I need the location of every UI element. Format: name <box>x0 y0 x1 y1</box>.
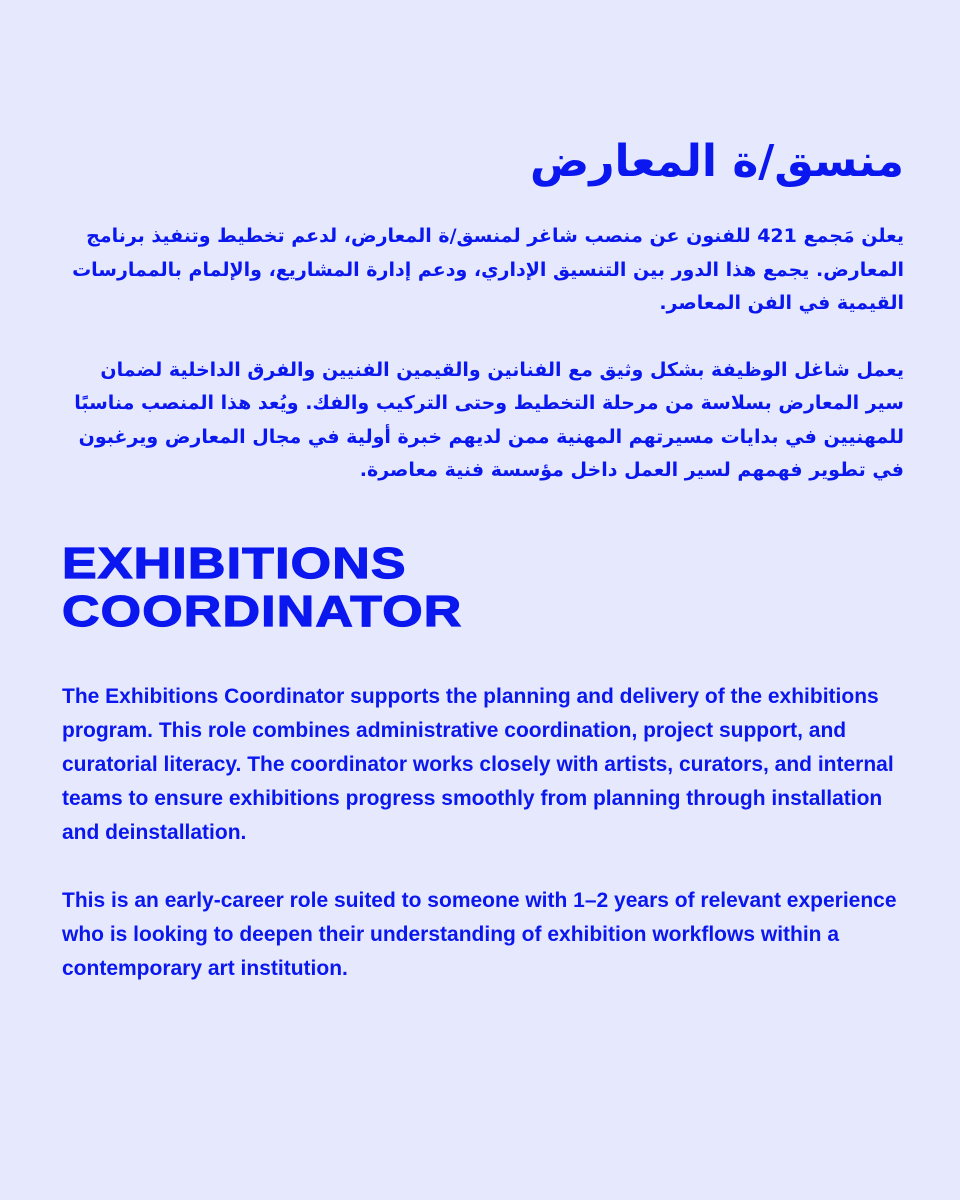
english-title-line-1: EXHIBITIONS <box>62 539 407 588</box>
arabic-paragraph-1: يعلن مَجمع 421 للفنون عن منصب شاغر لمنسق/ة المعارض، لدعم تخطيط وتنفيذ برنامج المعارض. يجمع هذا الدور بين التنسيق الإداري، ودعم إدارة المشاريع، والإلمام بالممارسات القيمية في الفن المعاصر. <box>72 225 904 314</box>
english-paragraph-1: The Exhibitions Coordinator supports the planning and delivery of the exhibitions program. This role combines administrative coordination, project support, and curatorial literacy. The coordinator works closely with artists, curators, and internal teams to ensure exhibitions progress smoothly from planning through installation and deinstallation. <box>62 685 894 844</box>
english-section <box>62 540 902 986</box>
english-title-line-2: COORDINATOR <box>62 587 463 636</box>
arabic-section <box>58 130 904 488</box>
arabic-paragraph-2: يعمل شاغل الوظيفة بشكل وثيق مع الفنانين والقيمين الفنيين والفرق الداخلية لضمان سير المعارض بسلاسة من مرحلة التخطيط وحتى التركيب والفك. ويُعد هذا المنصب مناسبًا للمهنيين في بدايات مسيرتهم المهنية ممن لديهم خبرة أولية في مجال المعارض ويرغبون في تطوير فهمهم لسير العمل داخل مؤسسة فنية معاصرة. <box>74 358 904 481</box>
arabic-title: منسق/ة المعارض <box>530 136 904 187</box>
english-title <box>62 540 960 636</box>
english-paragraph-2: This is an early-career role suited to someone with 1–2 years of relevant experience who is looking to deepen their understanding of exhibition workflows within a contemporary art institution. <box>62 889 897 980</box>
